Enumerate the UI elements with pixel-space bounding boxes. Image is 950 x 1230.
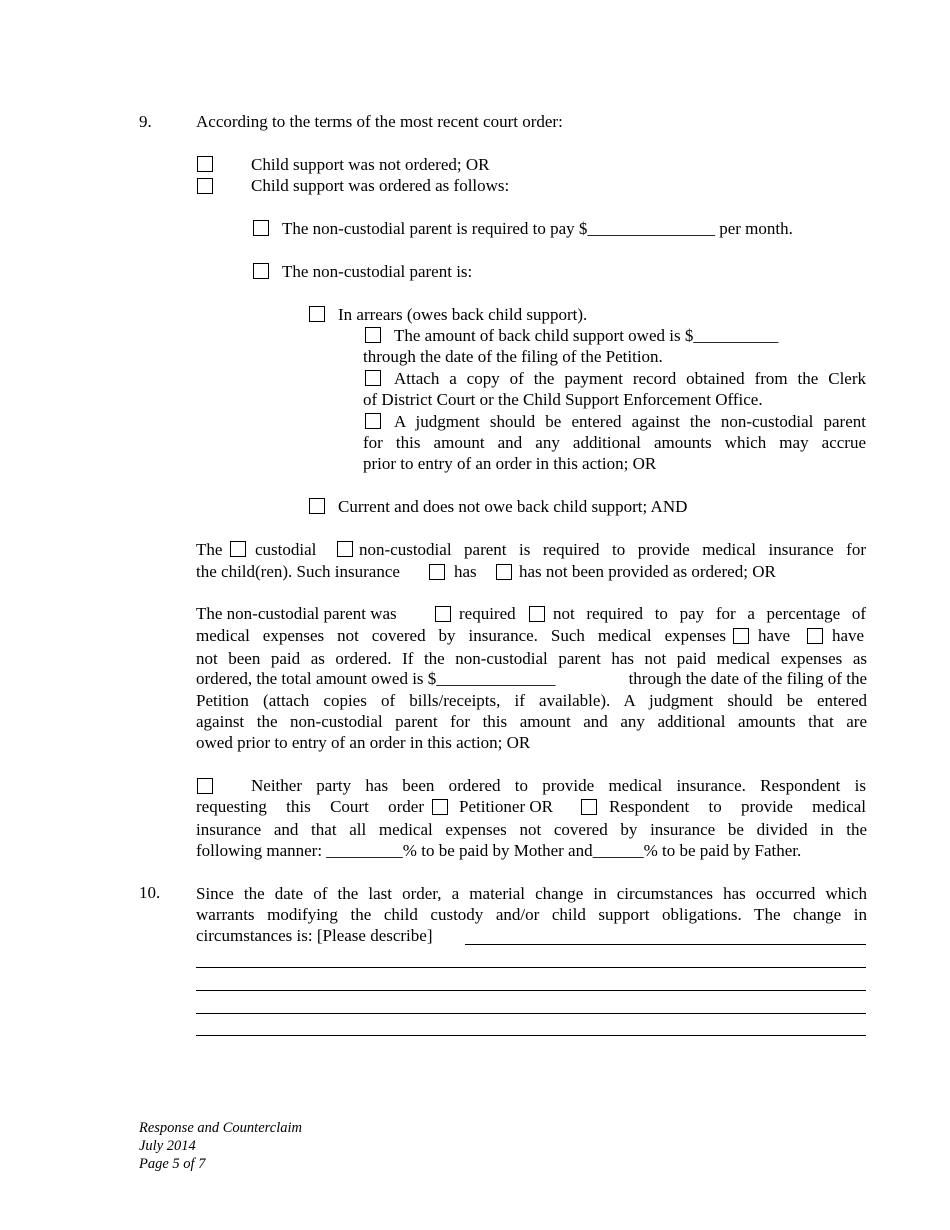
- med-line4-a: ordered, the total amount owed is $: [196, 669, 437, 688]
- checkbox-current[interactable]: [309, 498, 325, 514]
- checkbox-ins-noncustodial[interactable]: [337, 541, 353, 557]
- pay-suffix: per month.: [719, 219, 793, 238]
- med-line4: [196, 669, 867, 689]
- checkbox-neither-party[interactable]: [197, 778, 213, 794]
- med-line1-a: The non-custodial parent was: [196, 604, 397, 623]
- med-line7: owed prior to entry of an order in this action; OR: [196, 733, 531, 752]
- checkbox-not-ordered[interactable]: [197, 156, 213, 172]
- insurance-has: has: [454, 562, 477, 581]
- checkbox-ins-has-not[interactable]: [496, 564, 512, 580]
- label-noncustodial-is: The non-custodial parent is:: [282, 262, 473, 281]
- footer-date: July 2014: [139, 1138, 196, 1154]
- judgment-line1: A judgment should be entered against the non-custodial parent: [394, 412, 866, 431]
- checkbox-arrears[interactable]: [309, 306, 325, 322]
- np-line2-a: requesting this Court order: [196, 797, 424, 816]
- amount-owed-line: [394, 326, 778, 346]
- insurance-custodial: custodial: [255, 540, 317, 559]
- med-have2: have: [832, 626, 865, 645]
- insurance-the: The: [196, 540, 223, 559]
- label-ordered: Child support was ordered as follows:: [251, 176, 510, 195]
- med-line4-b: through the date of the filing of the: [628, 669, 867, 688]
- np-line1: Neither party has been ordered to provide medical insurance. Respondent is: [251, 776, 866, 795]
- med-line6: against the non-custodial parent for this amount and any additional amounts that are: [196, 712, 867, 731]
- footer-title: Response and Counterclaim: [139, 1120, 302, 1136]
- pay-prefix: The non-custodial parent is required to pay $: [282, 219, 588, 238]
- label-current: Current and does not owe back child support; AND: [338, 497, 688, 516]
- np-petitioner: Petitioner OR: [459, 797, 553, 816]
- checkbox-med-have[interactable]: [733, 628, 749, 644]
- item-10-line3: circumstances is: [Please describe]: [196, 926, 433, 945]
- checkbox-np-respondent[interactable]: [581, 799, 597, 815]
- med-amount-blank[interactable]: ______________: [436, 669, 556, 688]
- checkbox-attach-record[interactable]: [365, 370, 381, 386]
- insurance-line1-rest: non-custodial parent is required to provide medical insurance for: [359, 540, 866, 559]
- med-line3: not been paid as ordered. If the non-custodial parent has not paid medical expenses as: [196, 649, 867, 668]
- insurance-has-not: has not been provided as ordered; OR: [519, 562, 776, 581]
- item-10-number: 10.: [139, 883, 161, 902]
- checkbox-med-required[interactable]: [435, 606, 451, 622]
- checkbox-ins-custodial[interactable]: [230, 541, 246, 557]
- checkbox-ordered[interactable]: [197, 178, 213, 194]
- describe-line-3[interactable]: [196, 990, 866, 991]
- med-line1-b: not required to pay for a percentage of: [553, 604, 866, 623]
- insurance-line2: the child(ren). Such insurance: [196, 562, 400, 581]
- checkbox-amount-owed[interactable]: [365, 327, 381, 343]
- judgment-line2: for this amount and any additional amounts which may accrue: [363, 433, 866, 452]
- label-not-ordered: Child support was not ordered; OR: [251, 155, 490, 174]
- amount-owed-line2: through the date of the filing of the Petition.: [363, 347, 663, 366]
- amount-prefix: The amount of back child support owed is $: [394, 326, 694, 345]
- amount-owed-blank[interactable]: __________: [693, 326, 779, 345]
- label-arrears: In arrears (owes back child support).: [338, 305, 588, 324]
- describe-line-2[interactable]: [196, 967, 866, 968]
- checkbox-med-have-not[interactable]: [807, 628, 823, 644]
- footer-page: Page 5 of 7: [139, 1156, 206, 1172]
- med-line2-a: medical expenses not covered by insurance. Such medical expenses: [196, 626, 726, 645]
- judgment-line3: prior to entry of an order in this action; OR: [363, 454, 657, 473]
- item-9-number: 9.: [139, 112, 152, 131]
- checkbox-np-petitioner[interactable]: [432, 799, 448, 815]
- checkbox-pay-per-month[interactable]: [253, 220, 269, 236]
- item-10-line2: warrants modifying the child custody and/or child support obligations. The change in: [196, 905, 867, 924]
- item-9-intro: According to the terms of the most recent court order:: [196, 112, 563, 131]
- attach-line1: Attach a copy of the payment record obtained from the Clerk: [394, 369, 866, 388]
- pay-per-month-line: [282, 219, 793, 239]
- med-line5: Petition (attach copies of bills/receipts, if available). A judgment should be entered: [196, 691, 867, 710]
- np-line3: insurance and that all medical expenses not covered by insurance be divided in the: [196, 820, 867, 839]
- np-respondent: Respondent to provide medical: [609, 797, 866, 816]
- checkbox-ins-has[interactable]: [429, 564, 445, 580]
- pay-amount-blank[interactable]: _______________: [587, 219, 715, 238]
- checkbox-judgment[interactable]: [365, 413, 381, 429]
- np-line4: following manner: _________% to be paid by Mother and______% to be paid by Father.: [196, 841, 802, 860]
- checkbox-med-not-required[interactable]: [529, 606, 545, 622]
- attach-line2: of District Court or the Child Support Enforcement Office.: [363, 390, 763, 409]
- item-10-line1: Since the date of the last order, a material change in circumstances has occurred which: [196, 884, 867, 903]
- med-required: required: [459, 604, 516, 623]
- checkbox-noncustodial-is[interactable]: [253, 263, 269, 279]
- describe-line-4[interactable]: [196, 1013, 866, 1014]
- describe-line-1[interactable]: [465, 944, 866, 945]
- describe-line-5[interactable]: [196, 1035, 866, 1036]
- med-have: have: [758, 626, 791, 645]
